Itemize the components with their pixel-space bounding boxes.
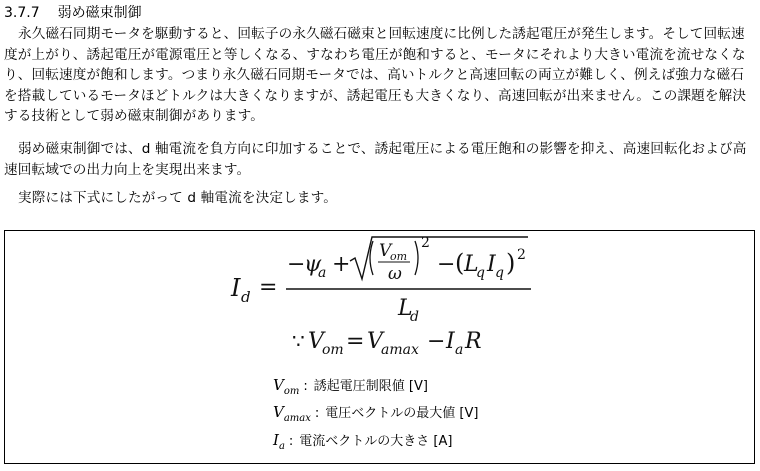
svg-text:d: d [241, 288, 251, 306]
definition-text: 電流ベクトルの大きさ [A] [299, 434, 453, 449]
definition-text: 電圧ベクトルの最大値 [V] [325, 406, 479, 421]
svg-text:=: = [346, 329, 365, 354]
definition-vom: $V_{om}$ : 誘起電圧制限値 [V] [273, 376, 428, 397]
svg-text:=: = [259, 275, 278, 300]
svg-text:ω: ω [388, 264, 402, 284]
svg-text:−: − [287, 252, 306, 277]
definition-symbol: $V_{om}$ [273, 376, 300, 397]
svg-text:−: − [437, 252, 456, 277]
svg-text:R: R [465, 329, 482, 354]
svg-text:I: I [446, 329, 455, 354]
svg-text:V: V [308, 329, 324, 354]
svg-text:L: L [464, 252, 479, 277]
formula-because [292, 329, 482, 358]
definition-symbol: $I_a$ [273, 431, 285, 452]
paragraph-formula-lead: 実際には下式にしたがって d 軸電流を決定します。 [18, 190, 337, 206]
svg-text:ψ: ψ [304, 252, 322, 277]
formula-id-equation [5, 231, 753, 371]
svg-text:a: a [455, 342, 464, 358]
svg-text:−: − [427, 329, 446, 354]
formula-denominator [397, 296, 419, 325]
svg-text:q: q [476, 265, 485, 281]
svg-text:V: V [367, 329, 383, 354]
svg-text:V: V [379, 241, 392, 261]
svg-text:I: I [487, 252, 496, 277]
section-heading [4, 3, 142, 23]
formula-lhs [230, 274, 277, 306]
definition-vamax: $V_{amax}$ : 電圧ベクトルの最大値 [V] [273, 403, 479, 424]
svg-text:amax: amax [381, 342, 419, 358]
svg-text:2: 2 [517, 247, 526, 263]
svg-text:+: + [332, 252, 351, 277]
definition-ia: $I_a$ : 電流ベクトルの大きさ [A] [273, 431, 453, 452]
formula-box [4, 230, 755, 464]
svg-text:(: ( [455, 249, 465, 277]
formula-numerator [287, 235, 528, 284]
paragraph-field-weakening: 弱め磁束制御では、d 軸電流を負方向に印加することで、誘起電圧による電圧飽和の影響を抑え、高速回転化および高速回転域での出力向上を実現出来ます。 [4, 141, 747, 178]
svg-text:∵: ∵ [292, 329, 305, 353]
svg-text:L: L [398, 296, 413, 321]
svg-text:om: om [322, 342, 344, 358]
svg-text:I: I [231, 274, 241, 302]
svg-text:): ) [506, 249, 516, 277]
paragraph-intro: 永久磁石同期モータを駆動すると、回転子の永久磁石磁束と回転速度に比例した誘起電圧が発生します。そして回転速度が上がり、誘起電圧が電源電圧と等しくなる、すなわち電圧が飽和すると、モータにそれより大きい電流を流せなくなり、回転速度が飽和します。つまり永久磁石同期モータでは、高いトルクと高速回転の両立が難しく、例えば強力な磁石を搭載しているモータほどトルクは大きくなりますが、誘起電圧も大きくなり、高速回転が出来ません。この課題を解決する技術として弱め磁束制御があります。 [4, 26, 747, 125]
svg-text:a: a [318, 265, 327, 281]
section-number: 3.7.7 [4, 5, 40, 21]
section-title: 弱め磁束制御 [57, 5, 142, 21]
svg-text:d: d [410, 309, 419, 325]
definition-symbol: $V_{amax}$ [273, 403, 311, 424]
definition-text: 誘起電圧制限値 [V] [313, 379, 428, 394]
svg-text:q: q [495, 265, 504, 281]
svg-text:om: om [390, 250, 408, 263]
svg-text:2: 2 [421, 235, 430, 251]
